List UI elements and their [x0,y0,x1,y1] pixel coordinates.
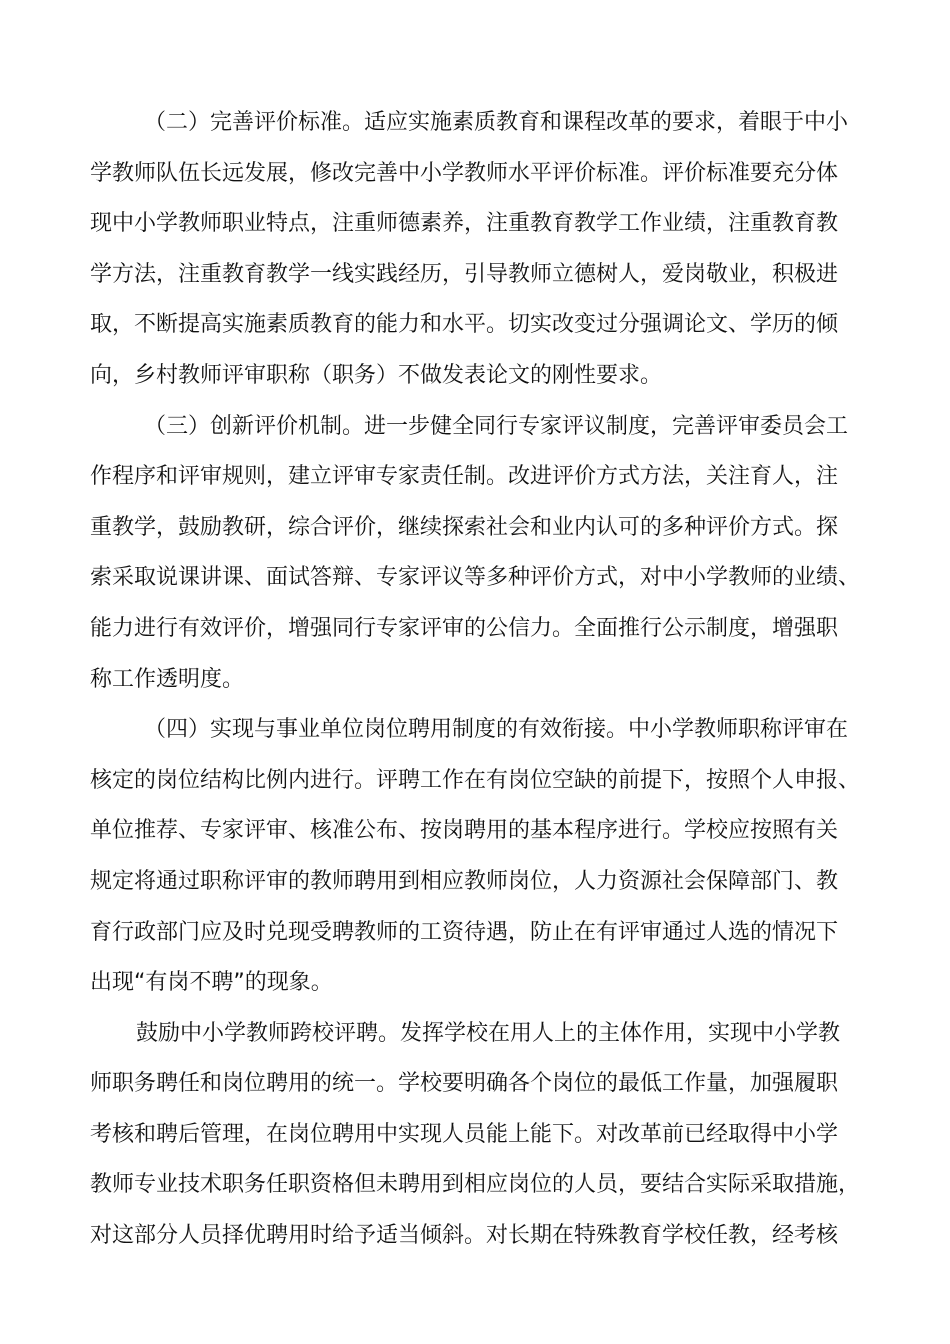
paragraph-line: 师职务聘任和岗位聘用的统一。学校要明确各个岗位的最低工作量，加强履职 [90,1071,839,1097]
paragraph-line: 索采取说课讲课、面试答辩、专家评议等多种评价方式，对中小学教师的业绩、 [90,565,861,591]
paragraph-line: 取，不断提高实施素质教育的能力和水平。切实改变过分强调论文、学历的倾 [90,312,839,338]
paragraph-line: （二）完善评价标准。适应实施素质教育和课程改革的要求，着眼于中小 [144,110,849,135]
paragraph-line: 鼓励中小学教师跨校评聘。发挥学校在用人上的主体作用，实现中小学教 [136,1020,841,1046]
paragraph-line: 教师专业技术职务任职资格但未聘用到相应岗位的人员，要结合实际采取措施， [90,1172,861,1198]
paragraph-post-employment-link [90,705,860,1009]
paragraph-line: 学方法，注重教育教学一线实践经历，引导教师立德树人，爱岗敬业，积极进 [90,261,839,287]
paragraph-line: （三）创新评价机制。进一步健全同行专家评议制度，完善评审委员会工 [144,413,849,439]
paragraph-line: 对这部分人员择优聘用时给予适当倾斜。对长期在特殊教育学校任教，经考核 [90,1223,839,1249]
paragraph-line: （四）实现与事业单位岗位聘用制度的有效衔接。中小学教师职称评审在 [144,717,849,743]
paragraph-line: 规定将通过职称评审的教师聘用到相应教师岗位，人力资源社会保障部门、教 [90,868,839,894]
document-body [90,98,860,1262]
paragraph-line: 核定的岗位结构比例内进行。评聘工作在有岗位空缺的前提下，按照个人申报、 [90,767,861,793]
paragraph-evaluation-mechanism [90,402,860,706]
paragraph-line: 出现“有岗不聘”的现象。 [90,970,333,996]
paragraph-line: 单位推荐、专家评审、核准公布、按岗聘用的基本程序进行。学校应按照有关 [90,818,839,844]
paragraph-line: 作程序和评审规则，建立评审专家责任制。改进评价方式方法，关注育人，注 [90,464,839,490]
paragraph-line: 现中小学教师职业特点，注重师德素养，注重教育教学工作业绩，注重教育教 [90,211,839,237]
paragraph-line: 学教师队伍长远发展，修改完善中小学教师水平评价标准。评价标准要充分体 [90,160,839,186]
paragraph-line: 考核和聘后管理，在岗位聘用中实现人员能上能下。对改革前已经取得中小学 [90,1121,839,1147]
paragraph-cross-school-hiring [90,1009,860,1262]
paragraph-line: 育行政部门应及时兑现受聘教师的工资待遇，防止在有评审通过人选的情况下 [90,919,839,945]
paragraph-evaluation-standards [90,98,860,402]
paragraph-line: 称工作透明度。 [90,666,245,692]
paragraph-line: 重教学，鼓励教研，综合评价，继续探索社会和业内认可的多种评价方式。探 [90,514,839,540]
paragraph-line: 能力进行有效评价，增强同行专家评审的公信力。全面推行公示制度，增强职 [90,615,839,641]
paragraph-line: 向，乡村教师评审职称（职务）不做发表论文的刚性要求。 [90,362,663,388]
